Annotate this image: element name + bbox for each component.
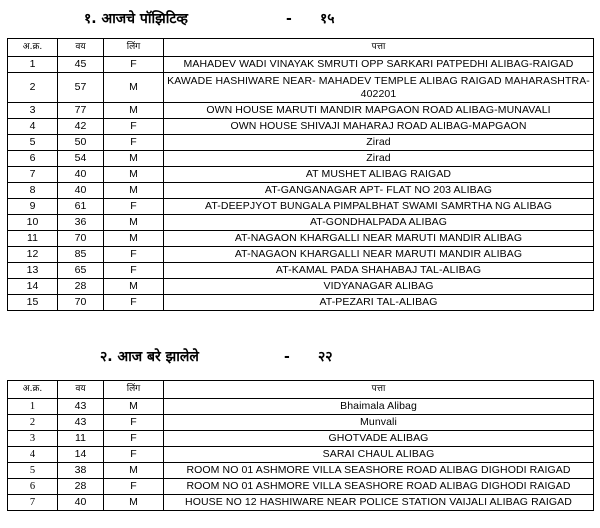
table-row	[8, 263, 594, 279]
serial-cell: 2	[8, 415, 58, 431]
serial-cell: 10	[8, 215, 58, 231]
serial-cell: 14	[8, 279, 58, 295]
address-cell: Munvali	[164, 415, 594, 431]
address-cell: AT MUSHET ALIBAG RAIGAD	[164, 167, 594, 183]
table-header-row	[8, 381, 594, 399]
header-age: वय	[58, 381, 104, 399]
address-cell: AT-KAMAL PADA SHAHABAJ TAL-ALIBAG	[164, 263, 594, 279]
gender-cell: F	[104, 119, 164, 135]
address-cell: Zirad	[164, 135, 594, 151]
address-cell: OWN HOUSE SHIVAJI MAHARAJ ROAD ALIBAG-MAPGAON	[164, 119, 594, 135]
gender-cell: M	[104, 495, 164, 511]
serial-cell: 4	[8, 119, 58, 135]
age-cell: 43	[58, 399, 104, 415]
serial-cell: 13	[8, 263, 58, 279]
serial-cell: 6	[8, 151, 58, 167]
recovered-cases-table	[7, 380, 594, 511]
table-row	[8, 183, 594, 199]
table-row	[8, 463, 594, 479]
table-row	[8, 135, 594, 151]
header-address: पत्ता	[164, 381, 594, 399]
gender-cell: M	[104, 231, 164, 247]
age-cell: 42	[58, 119, 104, 135]
serial-cell: 1	[8, 399, 58, 415]
address-cell: ROOM NO 01 ASHMORE VILLA SEASHORE ROAD ALIBAG DIGHODI RAIGAD	[164, 479, 594, 495]
serial-cell: 2	[8, 73, 58, 103]
age-cell: 70	[58, 231, 104, 247]
address-cell: AT-GONDHALPADA ALIBAG	[164, 215, 594, 231]
address-cell: Bhaimala Alibag	[164, 399, 594, 415]
age-cell: 57	[58, 73, 104, 103]
gender-cell: M	[104, 167, 164, 183]
serial-cell: 5	[8, 463, 58, 479]
table-row	[8, 247, 594, 263]
address-cell: Zirad	[164, 151, 594, 167]
gender-cell: M	[104, 399, 164, 415]
table-row	[8, 495, 594, 511]
header-serial: अ.क्र.	[8, 381, 58, 399]
table-row	[8, 231, 594, 247]
table-header-row	[8, 39, 594, 57]
address-cell: AT-PEZARI TAL-ALIBAG	[164, 295, 594, 311]
section-1-title: १. आजचे पॉझिटिव्ह	[84, 11, 188, 27]
serial-cell: 4	[8, 447, 58, 463]
age-cell: 38	[58, 463, 104, 479]
table-row	[8, 151, 594, 167]
age-cell: 28	[58, 279, 104, 295]
header-gender: लिंग	[104, 381, 164, 399]
address-cell: AT-NAGAON KHARGALLI NEAR MARUTI MANDIR ALIBAG	[164, 247, 594, 263]
table-row	[8, 399, 594, 415]
address-cell: AT-GANGANAGAR APT- FLAT NO 203 ALIBAG	[164, 183, 594, 199]
age-cell: 28	[58, 479, 104, 495]
serial-cell: 12	[8, 247, 58, 263]
address-cell: AT-DEEPJYOT BUNGALA PIMPALBHAT SWAMI SAMRTHA NG ALIBAG	[164, 199, 594, 215]
serial-cell: 1	[8, 57, 58, 73]
table-row	[8, 215, 594, 231]
address-cell: AT-NAGAON KHARGALLI NEAR MARUTI MANDIR ALIBAG	[164, 231, 594, 247]
address-cell: ROOM NO 01 ASHMORE VILLA SEASHORE ROAD ALIBAG DIGHODI RAIGAD	[164, 463, 594, 479]
gender-cell: M	[104, 183, 164, 199]
address-cell: MAHADEV WADI VINAYAK SMRUTI OPP SARKARI PATPEDHI ALIBAG-RAIGAD	[164, 57, 594, 73]
age-cell: 70	[58, 295, 104, 311]
address-cell: HOUSE NO 12 HASHIWARE NEAR POLICE STATION VAIJALI ALIBAG RAIGAD	[164, 495, 594, 511]
section-2-dash: -	[284, 349, 290, 365]
gender-cell: F	[104, 431, 164, 447]
age-cell: 40	[58, 167, 104, 183]
table-row	[8, 73, 594, 103]
section-2-heading	[0, 346, 600, 368]
age-cell: 43	[58, 415, 104, 431]
address-cell: SARAI CHAUL ALIBAG	[164, 447, 594, 463]
section-1-heading	[0, 8, 600, 30]
header-gender: लिंग	[104, 39, 164, 57]
address-cell: GHOTVADE ALIBAG	[164, 431, 594, 447]
age-cell: 40	[58, 495, 104, 511]
table-row	[8, 57, 594, 73]
gender-cell: M	[104, 279, 164, 295]
table-row	[8, 415, 594, 431]
gender-cell: F	[104, 247, 164, 263]
table-row	[8, 103, 594, 119]
age-cell: 45	[58, 57, 104, 73]
serial-cell: 15	[8, 295, 58, 311]
age-cell: 11	[58, 431, 104, 447]
serial-cell: 7	[8, 495, 58, 511]
age-cell: 14	[58, 447, 104, 463]
age-cell: 77	[58, 103, 104, 119]
serial-cell: 5	[8, 135, 58, 151]
gender-cell: F	[104, 199, 164, 215]
age-cell: 40	[58, 183, 104, 199]
section-1-count: १५	[320, 11, 335, 27]
age-cell: 50	[58, 135, 104, 151]
gender-cell: F	[104, 135, 164, 151]
table-row	[8, 199, 594, 215]
address-cell: KAWADE HASHIWARE NEAR- MAHADEV TEMPLE ALIBAG RAIGAD MAHARASHTRA-402201	[164, 73, 594, 103]
serial-cell: 7	[8, 167, 58, 183]
gender-cell: M	[104, 151, 164, 167]
age-cell: 65	[58, 263, 104, 279]
age-cell: 61	[58, 199, 104, 215]
serial-cell: 6	[8, 479, 58, 495]
table-row	[8, 295, 594, 311]
table-row	[8, 479, 594, 495]
table-row	[8, 167, 594, 183]
age-cell: 85	[58, 247, 104, 263]
serial-cell: 3	[8, 103, 58, 119]
gender-cell: F	[104, 447, 164, 463]
gender-cell: F	[104, 263, 164, 279]
header-address: पत्ता	[164, 39, 594, 57]
age-cell: 54	[58, 151, 104, 167]
gender-cell: M	[104, 463, 164, 479]
table-row	[8, 447, 594, 463]
serial-cell: 9	[8, 199, 58, 215]
section-2-title: २. आज बरे झालेले	[100, 349, 199, 365]
address-cell: OWN HOUSE MARUTI MANDIR MAPGAON ROAD ALIBAG-MUNAVALI	[164, 103, 594, 119]
gender-cell: F	[104, 57, 164, 73]
address-cell: VIDYANAGAR ALIBAG	[164, 279, 594, 295]
section-2-count: २२	[318, 349, 333, 365]
gender-cell: F	[104, 415, 164, 431]
serial-cell: 8	[8, 183, 58, 199]
gender-cell: M	[104, 73, 164, 103]
table-row	[8, 279, 594, 295]
positive-cases-table	[7, 38, 594, 311]
table-row	[8, 431, 594, 447]
header-age: वय	[58, 39, 104, 57]
gender-cell: M	[104, 215, 164, 231]
gender-cell: F	[104, 479, 164, 495]
header-serial: अ.क्र.	[8, 39, 58, 57]
section-1-dash: -	[286, 11, 292, 27]
gender-cell: M	[104, 103, 164, 119]
age-cell: 36	[58, 215, 104, 231]
gender-cell: F	[104, 295, 164, 311]
table-row	[8, 119, 594, 135]
serial-cell: 11	[8, 231, 58, 247]
serial-cell: 3	[8, 431, 58, 447]
